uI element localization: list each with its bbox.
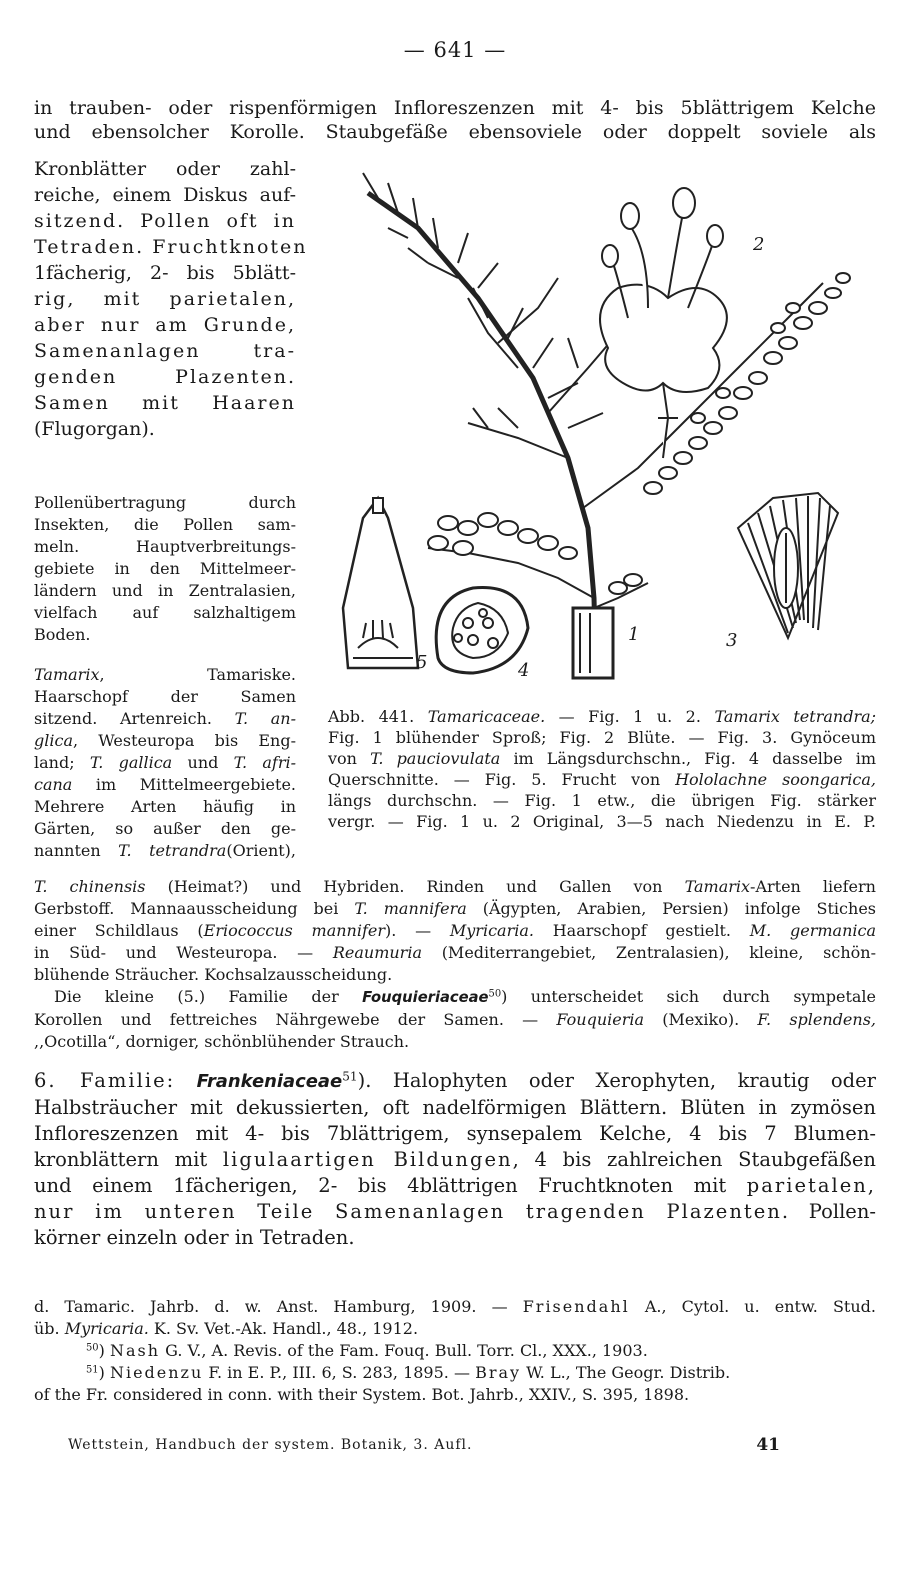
fig-label-2: 2 [753,234,765,255]
text-line: rig, mit parietalen, [34,288,296,310]
fig-label-1: 1 [628,624,640,645]
text-line: Samenanlagen tra- [34,340,296,362]
text-line: Haarschopf der Samen [34,687,296,706]
text-line: Korollen und fettreiches Nährgewebe der Samen. — Fouquieria (Mexiko). F. splendens, [34,1010,876,1029]
text-line: Gerbstoff. Mannaausscheidung bei T. mannifera (Ägypten, Arabien, Persien) infolge Stiches [34,899,876,918]
text-line: ländern und in Zentralasien, [34,581,296,600]
text-line: glica, Westeuropa bis Eng- [34,731,296,750]
text-line: ,,Ocotilla“, dorniger, schönblühender Strauch. [34,1032,410,1051]
text-line: sitzend. Pollen oft in [34,210,296,232]
text-line: Gärten, so außer den ge- [34,819,296,838]
text-line: und ebensolcher Korolle. Staubgefäße ebensoviele oder doppelt soviele als [34,121,876,143]
footnote-line: d. Tamaric. Jahrb. d. w. Anst. Hamburg, 1909. — Frisendahl A., Cytol. u. entw. Stud. [34,1297,876,1316]
text-line: meln. Hauptverbreitungs- [34,537,296,556]
botanical-illustration [318,168,878,708]
fig3-gynoeceum [738,493,838,638]
text-line: (Flugorgan). [34,418,155,440]
caption-line: vergr. — Fig. 1 u. 2 Original, 3—5 nach Niedenzu in E. P. [328,812,876,831]
text-line: 6. Familie: Frankeniaceae$^{51}$). Halophyten oder Xerophyten, krautig oder [34,1069,876,1092]
text-line: Insekten, die Pollen sam- [34,515,296,534]
tamarix-paragraph [34,664,296,862]
text-line: in trauben- oder rispenförmigen Infloreszenzen mit 4- bis 5blättrigem Kelche [34,97,876,119]
family-6-paragraph [34,1068,876,1251]
text-line: vielfach auf salzhaltigem [34,603,296,622]
page-footer [68,1437,780,1453]
text-line: Die kleine (5.) Familie der Fouquieriaceae$^{50}$) unterscheidet sich durch sympetale [54,987,877,1006]
footnote-line: $^{51}$) Niedenzu F. in E. P., III. 6, S. 283, 1895. — Bray W. L., The Geogr. Distrib. [86,1363,731,1382]
text-line: 1fächerig, 2- bis 5blätt- [34,262,296,284]
text-line: T. chinensis (Heimat?) und Hybriden. Rinden und Gallen von Tamarix-Arten liefern [34,877,876,896]
text-line: Samen mit Haaren [34,392,296,414]
text-line: und einem 1fächerigen, 2- bis 4blättrigen Fruchtknoten mit parietalen, [34,1174,876,1197]
text-line: cana im Mittelmeergebiete. [34,775,296,794]
fig-label-3: 3 [726,630,738,651]
caption-line: von T. pauciovulata im Längsdurchschn., Fig. 4 dasselbe im [328,749,876,768]
fig-label-5: 5 [416,652,428,673]
text-line: Halbsträucher mit dekussierten, oft nadelförmigen Blättern. Blüten in zymösen [34,1096,876,1119]
species-paragraph [34,876,876,1053]
text-line: Kronblätter oder zahl- [34,158,296,180]
text-line: Mehrere Arten häufig in [34,797,296,816]
text-line: einer Schildlaus (Eriococcus mannifer). — Myricaria. Haarschopf gestielt. M. germanica [34,921,877,940]
text-line: Infloreszenzen mit 4- bis 7blättrigem, synsepalem Kelche, 4 bis 7 Blumen- [34,1122,876,1145]
text-line: reiche, einem Diskus auf- [34,184,296,206]
footnote-line: $^{50}$) Nash G. V., A. Revis. of the Fam. Fouq. Bull. Torr. Cl., XXX., 1903. [86,1341,648,1360]
text-line: in Süd- und Westeuropa. — Reaumuria (Mediterrangebiet, Zentralasien), kleine, schön- [34,943,876,962]
intro-text [34,96,876,144]
text-line: Pollenübertragung durch [34,493,296,512]
footnotes [34,1296,876,1406]
text-line: land; T. gallica und T. afri- [34,753,296,772]
text-line: Tetraden. Fruchtknoten [34,236,308,258]
caption-line: Querschnitte. — Fig. 5. Frucht von Hololachne soongarica, [328,770,876,789]
text-line: genden Plazenten. [34,366,296,388]
page-number: — 641 — [403,38,507,62]
fig2-flower [600,188,727,458]
figure-caption [328,706,876,832]
text-line: blühende Sträucher. Kochsalzausscheidung. [34,965,393,984]
left-column-small-text [34,492,296,646]
text-line: nur im unteren Teile Samenanlagen tragenden Plazenten. Pollen- [34,1200,876,1223]
text-line: gebiete in den Mittelmeer- [34,559,296,578]
text-line: aber nur am Grunde, [34,314,296,336]
fig-label-4: 4 [518,660,530,681]
caption-line: Fig. 1 blühender Sproß; Fig. 2 Blüte. — Fig. 3. Gynöceum [328,728,876,747]
footnote-line: of the Fr. considered in conn. with their System. Bot. Jahrb., XXIV., S. 395, 1898. [34,1385,690,1404]
text-line: nannten T. tetrandra(Orient), [34,841,296,860]
text-line: kronblättern mit ligulaartigen Bildungen, 4 bis zahlreichen Staubgefäßen [34,1148,876,1171]
footer-book-title: Wettstein, Handbuch der system. Botanik, 3. Aufl. [68,1437,473,1453]
left-column-text [34,156,308,442]
text-line: körner einzeln oder in Tetraden. [34,1226,355,1249]
fig4-cross-section [436,588,528,674]
text-line: Tamarix, Tamariske. [34,665,296,684]
footnote-line: üb. Myricaria. K. Sv. Vet.-Ak. Handl., 48., 1912. [34,1319,419,1338]
fig5-fruit [343,498,418,668]
text-line: sitzend. Artenreich. T. an- [34,709,296,728]
caption-line: längs durchschn. — Fig. 1 etw., die übrigen Fig. stärker [328,791,876,810]
footer-signature: 41 [756,1435,780,1455]
caption-line: Abb. 441. Tamaricaceae. — Fig. 1 u. 2. Tamarix tetrandra; [328,707,877,726]
text-line: Boden. [34,625,91,644]
